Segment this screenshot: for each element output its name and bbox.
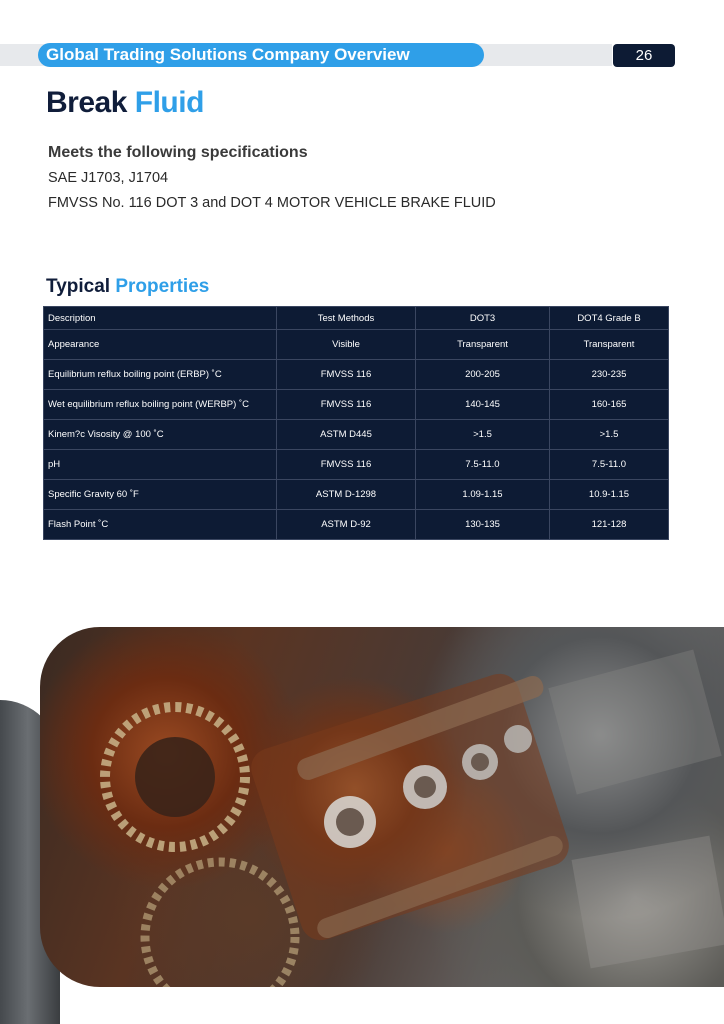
engine-illustration xyxy=(40,627,724,987)
table-cell: Kinem?c Visosity @ 100 ˚C xyxy=(44,420,277,450)
section-title-main: Typical xyxy=(46,276,111,297)
table-row xyxy=(44,510,669,540)
table-cell: Equilibrium reflux boiling point (ERBP) ˚C xyxy=(44,360,277,390)
section-title-accent: Properties xyxy=(115,276,210,297)
table-cell: 7.5-11.0 xyxy=(416,450,550,480)
page-title-main: Break xyxy=(46,86,127,119)
engine-photo xyxy=(40,627,724,987)
table-row xyxy=(44,420,669,450)
table-cell: 160-165 xyxy=(550,390,669,420)
table-cell: 130-135 xyxy=(416,510,550,540)
table-header-cell: DOT4 Grade B xyxy=(550,307,669,330)
table-cell: >1.5 xyxy=(550,420,669,450)
spec-line: FMVSS No. 116 DOT 3 and DOT 4 MOTOR VEHICLE BRAKE FLUID xyxy=(48,195,496,211)
table-cell: 10.9-1.15 xyxy=(550,480,669,510)
table-header-cell: Test Methods xyxy=(277,307,416,330)
table-cell: Appearance xyxy=(44,330,277,360)
page-number: 26 xyxy=(613,44,675,67)
table-cell: ASTM D-92 xyxy=(277,510,416,540)
table-header-cell: DOT3 xyxy=(416,307,550,330)
table-row xyxy=(44,480,669,510)
table-cell: >1.5 xyxy=(416,420,550,450)
table-row xyxy=(44,390,669,420)
section-title xyxy=(46,276,209,298)
table-cell: ASTM D445 xyxy=(277,420,416,450)
table-cell: ASTM D-1298 xyxy=(277,480,416,510)
table-cell: 140-145 xyxy=(416,390,550,420)
table-cell: 200-205 xyxy=(416,360,550,390)
table-row xyxy=(44,450,669,480)
table-cell: FMVSS 116 xyxy=(277,360,416,390)
engine-photo-area xyxy=(0,620,724,1024)
table-cell: pH xyxy=(44,450,277,480)
table-row xyxy=(44,360,669,390)
table-cell: Flash Point ˚C xyxy=(44,510,277,540)
table-cell: FMVSS 116 xyxy=(277,390,416,420)
table-header-cell: Description xyxy=(44,307,277,330)
table-row xyxy=(44,330,669,360)
table-cell: 1.09-1.15 xyxy=(416,480,550,510)
table-cell: Wet equilibrium reflux boiling point (WERBP) ˚C xyxy=(44,390,277,420)
header-title: Global Trading Solutions Company Overview xyxy=(38,43,484,67)
specs-heading: Meets the following specifications xyxy=(48,144,308,161)
page-title xyxy=(46,86,204,120)
table-cell: 7.5-11.0 xyxy=(550,450,669,480)
table-cell: Transparent xyxy=(550,330,669,360)
table-cell: Specific Gravity 60 ˚F xyxy=(44,480,277,510)
table-cell: Visible xyxy=(277,330,416,360)
table-cell: Transparent xyxy=(416,330,550,360)
table-cell: 230-235 xyxy=(550,360,669,390)
table-cell: FMVSS 116 xyxy=(277,450,416,480)
page-title-accent: Fluid xyxy=(134,86,204,119)
spec-line: SAE J1703, J1704 xyxy=(48,170,169,186)
table-header-row xyxy=(44,307,669,330)
table-cell: 121-128 xyxy=(550,510,669,540)
properties-table xyxy=(43,306,669,540)
